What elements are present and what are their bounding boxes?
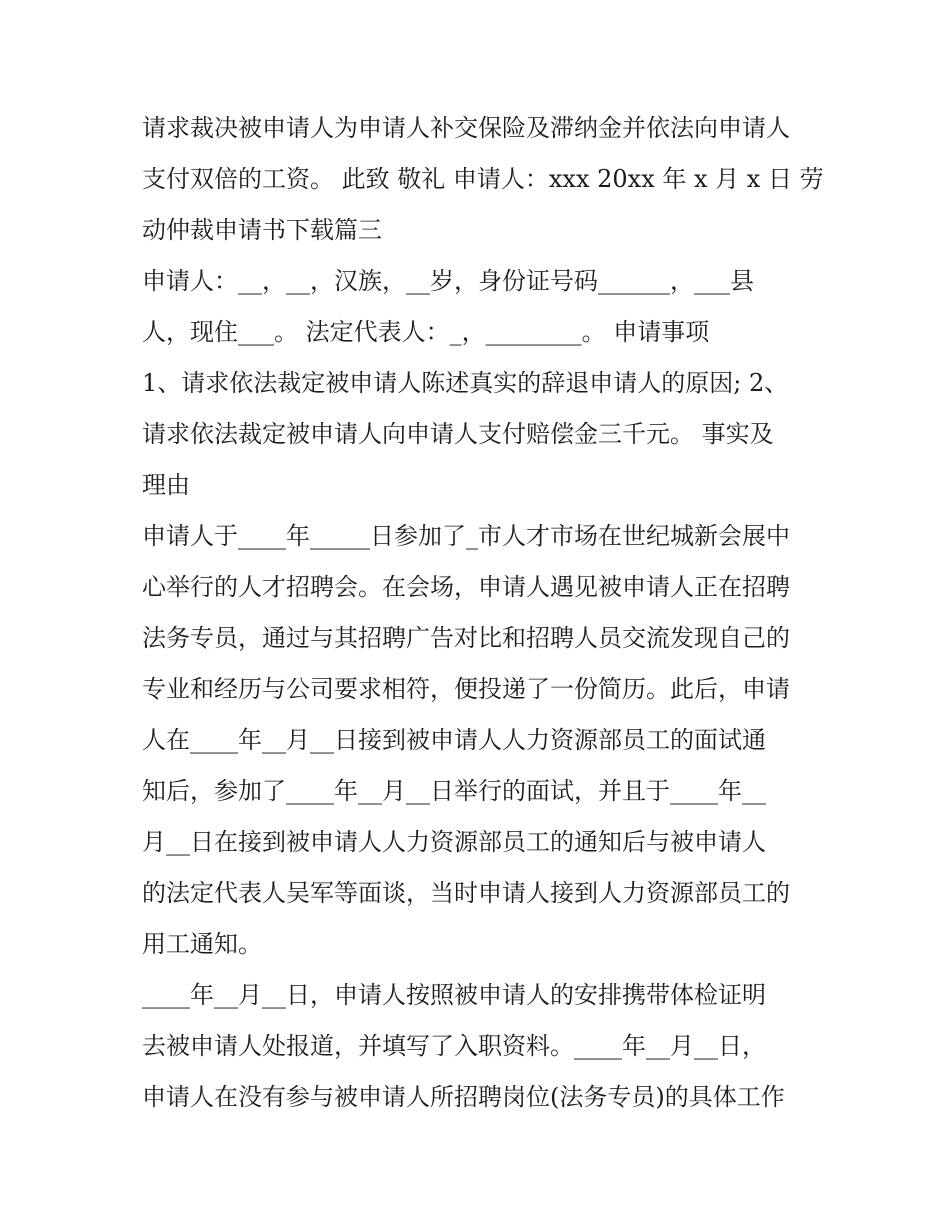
document-body: [142, 103, 822, 1123]
text-line-5: 人，现住___。 法定代表人：_，________。 申请事项: [142, 318, 710, 346]
text-line-14: 知后，参加了____年__月__日举行的面试，并且于____年__: [142, 777, 766, 805]
text-line-16: 的法定代表人吴军等面谈，当时申请人接到人力资源部员工的: [142, 879, 790, 907]
text-line-1: 请求裁决被申请人为申请人补交保险及滞纳金并依法向申请人: [142, 114, 790, 142]
text-line-13: 人在____年__月__日接到被申请人人力资源部员工的面试通: [142, 726, 766, 754]
text-line-20: 申请人在没有参与被申请人所招聘岗位(法务专员)的具体工作: [142, 1083, 785, 1111]
text-line-2: 支付双倍的工资。 此致 敬礼 申请人：xxx 20xx 年 x 月 x 日 劳: [142, 165, 824, 193]
text-line-10: 心举行的人才招聘会。在会场，申请人遇见被申请人正在招聘: [142, 573, 790, 601]
text-line-3: 动仲裁申请书下载篇三: [142, 216, 382, 244]
text-line-6: 1、请求依法裁定被申请人陈述真实的辞退申请人的原因; 2、: [142, 369, 789, 397]
text-line-11: 法务专员，通过与其招聘广告对比和招聘人员交流发现自己的: [142, 624, 790, 652]
text-line-4: 申请人：__，__，汉族，__岁，身份证号码______，___县: [142, 267, 754, 295]
text-line-19: 去被申请人处报道，并填写了入职资料。____年__月__日，: [142, 1032, 766, 1060]
text-line-8: 理由: [142, 471, 190, 499]
text-line-12: 专业和经历与公司要求相符，便投递了一份简历。此后，申请: [142, 675, 790, 703]
text-line-17: 用工通知。: [142, 930, 262, 958]
text-line-9: 申请人于____年_____日参加了_市人才市场在世纪城新会展中: [142, 522, 790, 550]
text-line-15: 月__日在接到被申请人人力资源部员工的通知后与被申请人: [142, 828, 766, 856]
text-line-18: ____年__月__日，申请人按照被申请人的安排携带体检证明: [142, 981, 766, 1009]
text-line-7: 请求依法裁定被申请人向申请人支付赔偿金三千元。 事实及: [142, 420, 774, 448]
